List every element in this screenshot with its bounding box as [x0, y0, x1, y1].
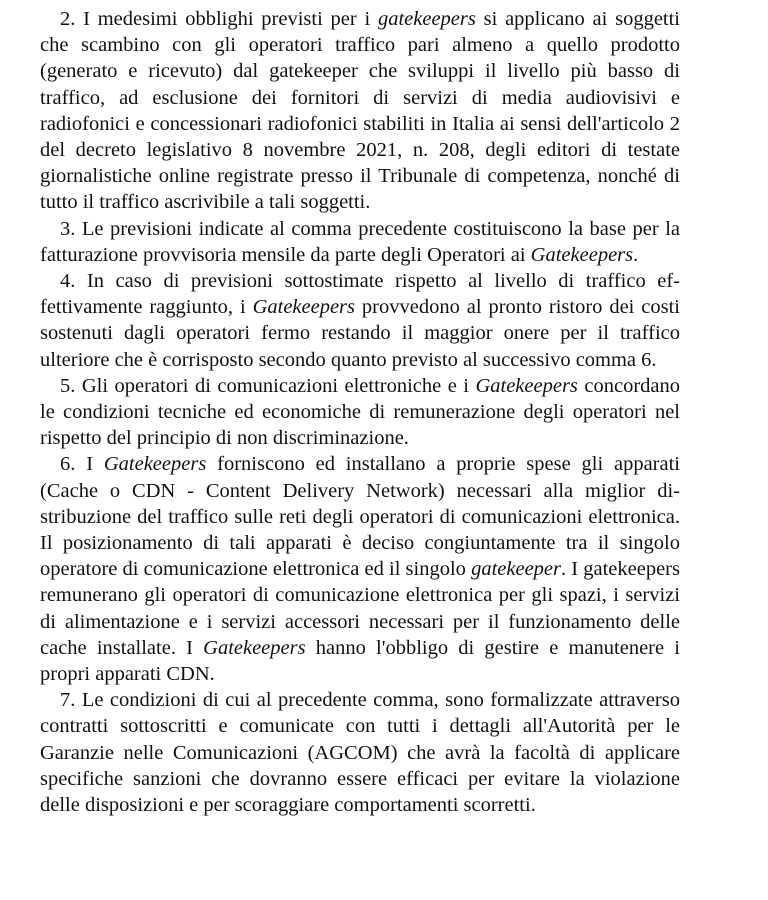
- document-body: [40, 6, 680, 818]
- paragraph-text: concordano le condizioni tecniche ed economiche di remunerazione degli operatori nel rispetto del principio di non discriminazione.: [40, 374, 680, 450]
- paragraph-text: 6. I: [60, 453, 104, 476]
- paragraph-comma-7: [40, 687, 680, 818]
- paragraph-text-italic: Gatekeepers: [252, 296, 356, 319]
- paragraph-text: hanno l'obbligo di gestire e manutenere i propri apparati CDN.: [40, 636, 680, 686]
- paragraph-text-italic: Gatekeepers: [475, 374, 578, 397]
- paragraph-text-italic: Gatekeepers: [530, 243, 634, 266]
- paragraph-comma-2: [40, 6, 680, 216]
- paragraph-text: forniscono ed installano a proprie spese gli apparati (Cache o CDN - Content Delivery Network) necessari alla miglior distribuzione del traffico sulle reti degli operatori di comunicazioni elettronica. Il posizionamento di tali apparati è deciso congiuntamente tra il singolo operatore di comunicazione elettronica ed il singolo: [40, 453, 681, 581]
- paragraph-comma-3: [40, 216, 680, 268]
- paragraph-comma-6: [40, 451, 680, 687]
- paragraph-text: 4. In caso di previsioni sottostimate rispetto al livello di traffico effettivamente raggiunto, i: [40, 270, 680, 319]
- paragraph-text: 7. Le condizioni di cui al precedente comma, sono formalizzate attraverso contratti sottoscritti e comunicate con tutti i dettagli all'Autorità per le Garanzie nelle Comunicazioni (AGCOM) che avrà la facoltà di applicare specifiche sanzioni che dovranno essere efficaci per evitare la violazione delle disposizioni e per scoraggiare comportamenti scorretti.: [40, 689, 680, 817]
- paragraph-text: . I gatekeepers remunerano gli operatori di comunicazione elettronica per gli spazi, i servizi di alimentazione e i servizi accessori necessari per il funzionamento delle cache installate. I: [40, 558, 680, 659]
- paragraph-text-italic: gatekeeper: [471, 558, 561, 581]
- paragraph-text: 5. Gli operatori di comunicazioni elettroniche e i: [60, 374, 476, 397]
- paragraph-text: .: [633, 243, 639, 266]
- paragraph-text: 3. Le previsioni indicate al comma precedente costituiscono la base per la fatturazione provvisoria mensile da parte degli Operatori ai: [40, 217, 680, 266]
- paragraph-text-italic: Gatekeepers: [203, 636, 306, 659]
- paragraph-text-italic: gatekeepers: [377, 8, 476, 30]
- paragraph-comma-4: [40, 268, 680, 373]
- paragraph-text-italic: Gatekeepers: [103, 453, 207, 476]
- paragraph-text: 2. I medesimi obblighi previsti per i: [60, 8, 378, 30]
- paragraph-text: provvedono al pronto ristoro dei costi sostenuti dagli operatori fermo restando il maggior onere per il traffico ulteriore che è corrisposto secondo quanto previsto al successivo comma 6.: [40, 296, 680, 371]
- paragraph-comma-5: [40, 373, 680, 452]
- paragraph-text: si applicano ai soggetti che scambino con gli operatori traffico pari almeno a quello prodotto (generato e ricevuto) dal gatekeeper che sviluppi il livello più basso di traffico, ad esclusione dei fornitori di servizi di media audiovisivi e radiofonici e concessionari radiofonici stabiliti in Italia ai sensi dell'articolo 2 del decreto legislativo 8 novembre 2021, n. 208, degli editori di testate giornalistiche online registrate presso il Tribunale di competenza, nonché di tutto il traffico ascrivibile a tali soggetti.: [40, 8, 681, 214]
